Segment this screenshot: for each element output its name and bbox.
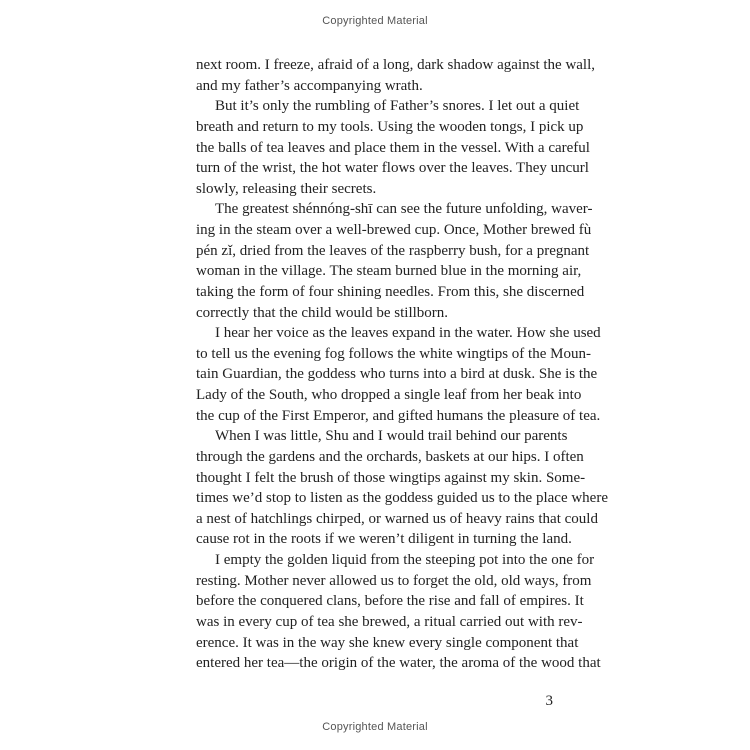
copyright-watermark-top: Copyrighted Material (322, 15, 428, 27)
text-line: times we’d stop to listen as the goddess guided us to the place where (196, 490, 608, 507)
body-text (196, 55, 608, 674)
text-line: and my father’s accompanying wrath. (196, 77, 423, 94)
text-line: I empty the golden liquid from the steeping pot into the one for (215, 552, 595, 568)
text-line: before the conquered clans, before the rise and fall of empires. It (196, 593, 584, 610)
text-line: to tell us the evening fog follows the white wingtips of the Moun- (196, 345, 591, 362)
text-line: breath and return to my tools. Using the wooden tongs, I pick up (196, 118, 584, 135)
text-line: resting. Mother never allowed us to forget the old, old ways, from (196, 572, 592, 589)
text-line: The greatest shénnóng-shī can see the future unfolding, waver- (215, 201, 593, 218)
text-line: But it’s only the rumbling of Father’s snores. I let out a quiet (215, 98, 580, 115)
text-line: next room. I freeze, afraid of a long, dark shadow against the wall, (196, 57, 596, 73)
text-line: Lady of the South, who dropped a single leaf from her beak into (196, 387, 582, 403)
text-line: woman in the village. The steam burned blue in the morning air, (196, 263, 582, 280)
text-line: the cup of the First Emperor, and gifted humans the pleasure of tea. (196, 407, 601, 424)
text-line: turn of the wrist, the hot water flows over the leaves. They uncurl (196, 160, 589, 177)
text-line: erence. It was in the way she knew every single component that (196, 634, 579, 651)
text-line: thought I felt the brush of those wingtips against my skin. Some- (196, 469, 586, 486)
text-line: was in every cup of tea she brewed, a ritual carried out with rev- (196, 613, 583, 630)
text-line: slowly, releasing their secrets. (196, 180, 377, 197)
page-number: 3 (545, 693, 553, 709)
text-line: through the gardens and the orchards, baskets at our hips. I often (196, 448, 584, 465)
text-line: ing in the steam over a well-brewed cup. Once, Mother brewed fù (196, 222, 592, 238)
text-line: tain Guardian, the goddess who turns into a bird at dusk. She is the (196, 366, 598, 383)
text-line: When I was little, Shu and I would trail behind our parents (215, 428, 568, 445)
copyright-watermark-bottom: Copyrighted Material (322, 721, 428, 733)
text-line: correctly that the child would be stillborn. (196, 304, 449, 321)
text-line: pén zǐ, dried from the leaves of the raspberry bush, for a pregnant (196, 242, 590, 259)
text-line: cause rot in the roots if we weren’t diligent in turning the land. (196, 531, 572, 548)
text-line: taking the form of four shining needles. From this, she discerned (196, 283, 585, 300)
text-line: the balls of tea leaves and place them in the vessel. With a careful (196, 139, 590, 156)
text-line: I hear her voice as the leaves expand in the water. How she used (215, 325, 601, 342)
text-line: a nest of hatchlings chirped, or warned us of heavy rains that could (196, 510, 598, 527)
text-line: entered her tea—the origin of the water, the aroma of the wood that (196, 655, 601, 672)
